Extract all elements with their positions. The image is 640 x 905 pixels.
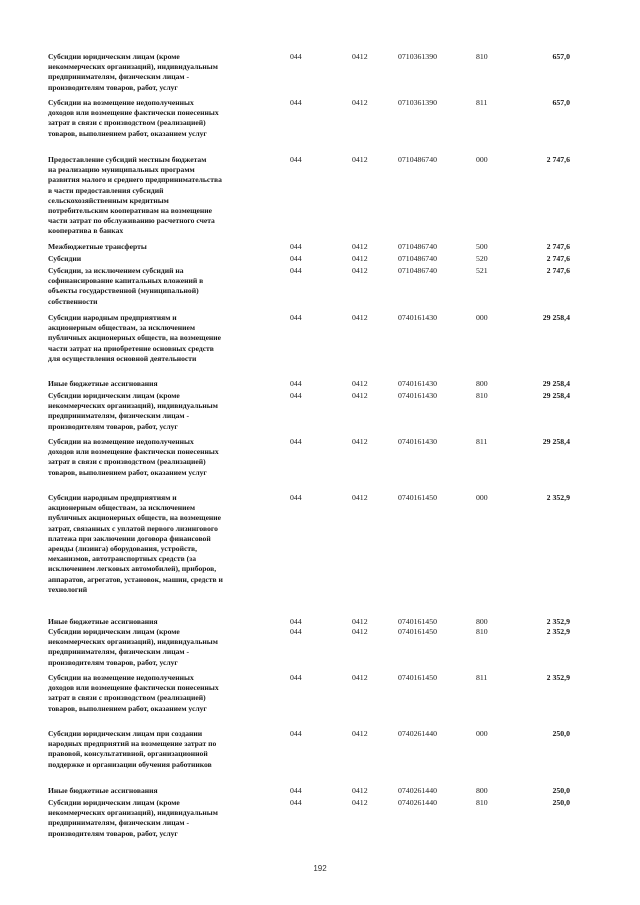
ved-code: 044 xyxy=(290,729,302,738)
amount: 29 258,4 xyxy=(542,379,570,388)
expense-type-code: 800 xyxy=(476,379,488,388)
row-description: Иные бюджетные ассигнования xyxy=(48,786,158,795)
amount: 250,0 xyxy=(552,729,570,738)
target-article-code: 0710361390 xyxy=(398,98,437,107)
row-description: Субсидии на возмещение недополученных доходов или возмещение фактически понесенных затрат в связи с производством (реализацией) товаров, выполнением работ, оказанием услуг xyxy=(48,98,219,138)
ved-code: 044 xyxy=(290,242,302,251)
section-code: 0412 xyxy=(352,266,368,275)
expense-type-code: 811 xyxy=(476,673,488,682)
target-article-code: 0740161430 xyxy=(398,437,437,446)
ved-code: 044 xyxy=(290,786,302,795)
section-code: 0412 xyxy=(352,437,368,446)
amount: 29 258,4 xyxy=(542,391,570,400)
expense-type-code: 811 xyxy=(476,98,488,107)
section-code: 0412 xyxy=(352,493,368,502)
row-description: Субсидии юридическим лицам (кроме некоммерческих организаций), индивидуальным предпринимателям, физическим лицам - производителям товаров, работ, услуг xyxy=(48,391,218,431)
ved-code: 044 xyxy=(290,155,302,164)
row-description: Предоставление субсидий местным бюджетам на реализацию муниципальных программ развития малого и среднего предпринимательства в части предоставления субсидий сельскохозяйственным кредитным потребительским кооперативам на возмещение части затрат по обслуживанию расчетного счета кооператива в банках xyxy=(48,155,222,236)
target-article-code: 0710486740 xyxy=(398,242,437,251)
amount: 2 747,6 xyxy=(546,254,570,263)
target-article-code: 0740161450 xyxy=(398,673,437,682)
target-article-code: 0740261440 xyxy=(398,729,437,738)
section-code: 0412 xyxy=(352,155,368,164)
row-description: Иные бюджетные ассигнования xyxy=(48,617,158,626)
ved-code: 044 xyxy=(290,379,302,388)
ved-code: 044 xyxy=(290,391,302,400)
expense-type-code: 521 xyxy=(476,266,488,275)
target-article-code: 0740161450 xyxy=(398,627,437,636)
section-code: 0412 xyxy=(352,379,368,388)
expense-type-code: 800 xyxy=(476,786,488,795)
target-article-code: 0740161450 xyxy=(398,617,437,626)
row-description: Субсидии народным предприятиям и акционерным обществам, за исключением публичных акционерных обществ, на возмещение затрат, связанных с уплатой первого лизингового платежа при заключении договора финансовой аренды (лизинга) оборудования, устройств, механизмов, автотранспортных средств (за исключением легковых автомобилей), приборов, аппаратов, агрегатов, установок, машин, средств и технологий xyxy=(48,493,223,594)
target-article-code: 0740161430 xyxy=(398,391,437,400)
row-description: Субсидии юридическим лицам (кроме некоммерческих организаций), индивидуальным предпринимателям, физическим лицам - производителям товаров, работ, услуг xyxy=(48,798,218,838)
amount: 2 352,9 xyxy=(546,493,570,502)
section-code: 0412 xyxy=(352,391,368,400)
expense-type-code: 810 xyxy=(476,52,488,61)
section-code: 0412 xyxy=(352,627,368,636)
amount: 2 747,6 xyxy=(546,155,570,164)
ved-code: 044 xyxy=(290,313,302,322)
target-article-code: 0710486740 xyxy=(398,266,437,275)
row-description: Субсидии юридическим лицам (кроме некоммерческих организаций), индивидуальным предпринимателям, физическим лицам - производителям товаров, работ, услуг xyxy=(48,627,218,667)
target-article-code: 0710361390 xyxy=(398,52,437,61)
ved-code: 044 xyxy=(290,617,302,626)
amount: 657,0 xyxy=(552,98,570,107)
expense-type-code: 800 xyxy=(476,617,488,626)
expense-type-code: 000 xyxy=(476,313,488,322)
ved-code: 044 xyxy=(290,98,302,107)
amount: 29 258,4 xyxy=(542,313,570,322)
target-article-code: 0740261440 xyxy=(398,798,437,807)
row-description: Субсидии xyxy=(48,254,82,263)
target-article-code: 0740161450 xyxy=(398,493,437,502)
ved-code: 044 xyxy=(290,673,302,682)
row-description: Межбюджетные трансферты xyxy=(48,242,147,251)
target-article-code: 0740161430 xyxy=(398,379,437,388)
expense-type-code: 500 xyxy=(476,242,488,251)
expense-type-code: 810 xyxy=(476,798,488,807)
row-description: Субсидии на возмещение недополученных доходов или возмещение фактически понесенных затрат в связи с производством (реализацией) товаров, выполнением работ, оказанием услуг xyxy=(48,673,219,713)
target-article-code: 0740161430 xyxy=(398,313,437,322)
amount: 250,0 xyxy=(552,798,570,807)
target-article-code: 0710486740 xyxy=(398,254,437,263)
amount: 2 352,9 xyxy=(546,627,570,636)
row-description: Субсидии на возмещение недополученных доходов или возмещение фактически понесенных затрат в связи с производством (реализацией) товаров, выполнением работ, оказанием услуг xyxy=(48,437,219,477)
section-code: 0412 xyxy=(352,798,368,807)
expense-type-code: 520 xyxy=(476,254,488,263)
expense-type-code: 000 xyxy=(476,729,488,738)
section-code: 0412 xyxy=(352,242,368,251)
amount: 250,0 xyxy=(552,786,570,795)
section-code: 0412 xyxy=(352,673,368,682)
expense-type-code: 000 xyxy=(476,493,488,502)
amount: 29 258,4 xyxy=(542,437,570,446)
amount: 2 352,9 xyxy=(546,673,570,682)
section-code: 0412 xyxy=(352,617,368,626)
amount: 657,0 xyxy=(552,52,570,61)
expense-type-code: 000 xyxy=(476,155,488,164)
section-code: 0412 xyxy=(352,786,368,795)
ved-code: 044 xyxy=(290,266,302,275)
section-code: 0412 xyxy=(352,313,368,322)
expense-type-code: 811 xyxy=(476,437,488,446)
ved-code: 044 xyxy=(290,437,302,446)
row-description: Субсидии юридическим лицам при создании народных предприятий на возмещение затрат по правовой, консультативной, организационной поддержке и организации обучения работников xyxy=(48,729,217,769)
section-code: 0412 xyxy=(352,729,368,738)
expense-type-code: 810 xyxy=(476,627,488,636)
ved-code: 044 xyxy=(290,52,302,61)
target-article-code: 0710486740 xyxy=(398,155,437,164)
page-number: 192 xyxy=(313,864,327,873)
ved-code: 044 xyxy=(290,254,302,263)
ved-code: 044 xyxy=(290,627,302,636)
row-description: Субсидии народным предприятиям и акционерным обществам, за исключением публичных акционерных обществ, на возмещение части затрат на приобретение основных средств для осуществления основной деятельности xyxy=(48,313,222,363)
expense-type-code: 810 xyxy=(476,391,488,400)
amount: 2 747,6 xyxy=(546,266,570,275)
row-description: Иные бюджетные ассигнования xyxy=(48,379,158,388)
section-code: 0412 xyxy=(352,98,368,107)
ved-code: 044 xyxy=(290,493,302,502)
section-code: 0412 xyxy=(352,254,368,263)
amount: 2 352,9 xyxy=(546,617,570,626)
target-article-code: 0740261440 xyxy=(398,786,437,795)
section-code: 0412 xyxy=(352,52,368,61)
ved-code: 044 xyxy=(290,798,302,807)
row-description: Субсидии юридическим лицам (кроме некоммерческих организаций), индивидуальным предпринимателям, физическим лицам - производителям товаров, работ, услуг xyxy=(48,52,218,92)
row-description: Субсидии, за исключением субсидий на софинансирование капитальных вложений в объекты государственной (муниципальной) собственности xyxy=(48,266,204,306)
amount: 2 747,6 xyxy=(546,242,570,251)
